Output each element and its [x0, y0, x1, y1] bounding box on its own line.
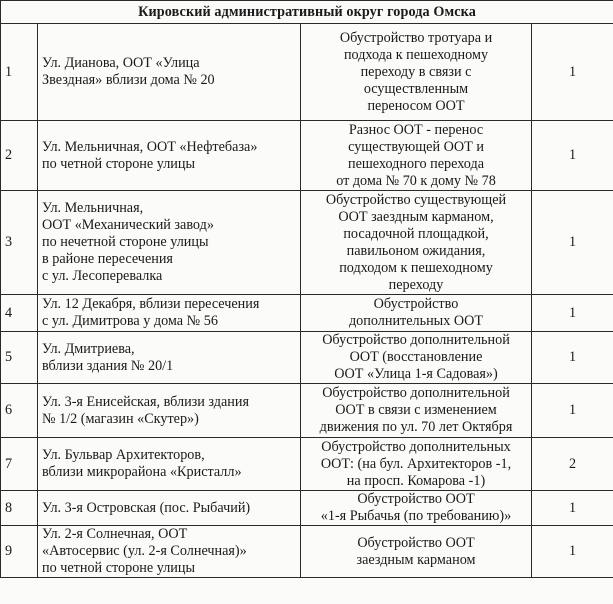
quantity-cell: 2 [532, 438, 613, 491]
description-line: Обустройство тротуара и [339, 29, 493, 46]
row-number: 4 [1, 295, 38, 332]
location-line: «Автосервис (ул. 2-я Солнечная)» [42, 543, 247, 559]
description-line: переносом ООТ [367, 97, 465, 114]
table-row [1, 526, 613, 578]
location-line: № 1/2 (магазин «Скутер») [42, 410, 199, 427]
location-cell [38, 295, 301, 332]
row-number: 8 [1, 491, 38, 526]
location-line: Ул. Мельничная, ООТ «Нефтебаза» [42, 138, 258, 155]
description-line: на просп. Комарова -1) [346, 472, 486, 489]
description-line: заездным карманом [356, 551, 476, 568]
quantity-cell: 1 [532, 295, 613, 332]
location-line: вблизи микрорайона «Кристалл» [42, 464, 242, 480]
table-row [1, 191, 613, 295]
location-line: по четной стороне улицы [42, 155, 195, 172]
location-line: Ул. Мельничная, [42, 200, 144, 216]
location-cell [38, 384, 301, 438]
description-line: Обустройство ООТ [357, 534, 475, 551]
quantity-cell: 1 [532, 121, 613, 191]
quantity-cell: 1 [532, 24, 613, 121]
table-row [1, 24, 613, 121]
location-line: с ул. Димитрова у дома № 56 [42, 313, 218, 329]
row-number: 5 [1, 332, 38, 384]
description-line: ООТ: (на бул. Архитекторов -1, [320, 455, 512, 472]
location-cell [38, 526, 301, 578]
location-cell [38, 191, 301, 295]
description-line: Обустройство существующей [325, 191, 507, 208]
row-number: 9 [1, 526, 38, 578]
row-number: 3 [1, 191, 38, 295]
description-line: Обустройство [373, 296, 459, 312]
description-cell [301, 295, 532, 332]
description-line: посадочной площадкой, [343, 225, 489, 242]
description-line: ООТ (восстановление [349, 349, 483, 365]
location-line: по четной стороне улицы [42, 560, 195, 576]
description-line: существующей ООТ и [348, 138, 484, 155]
description-line: Обустройство дополнительной [322, 332, 510, 348]
table-row [1, 384, 613, 438]
description-line: переходу в связи с [360, 63, 472, 80]
table-body [1, 24, 613, 578]
quantity-cell: 1 [532, 526, 613, 578]
description-cell [301, 332, 532, 384]
location-line: с ул. Лесоперевалка [42, 268, 163, 284]
row-number: 7 [1, 438, 38, 491]
location-line: Ул. Дмитриева, [42, 340, 135, 357]
table-title: Кировский административный округ города Омска [1, 1, 613, 24]
location-cell [38, 491, 301, 526]
description-line: Обустройство дополнительной [322, 385, 510, 401]
location-line: Ул. Дианова, ООТ «Улица [42, 55, 200, 71]
description-line: Разнос ООТ - перенос [348, 121, 484, 138]
row-number: 2 [1, 121, 38, 191]
table-row [1, 295, 613, 332]
location-line: Звездная» вблизи дома № 20 [42, 72, 215, 88]
location-cell [38, 24, 301, 121]
table-row [1, 438, 613, 491]
table-row [1, 332, 613, 384]
description-line: Обустройство дополнительных [321, 438, 511, 455]
description-cell [301, 384, 532, 438]
description-line: ООТ заездным карманом, [338, 208, 494, 225]
description-line: Обустройство ООТ [357, 491, 475, 507]
location-line: Ул. 3-я Енисейская, вблизи здания [42, 393, 249, 410]
row-number: 6 [1, 384, 38, 438]
location-line: Ул. 3-я Островская (пос. Рыбачий) [42, 499, 251, 516]
quantity-cell: 1 [532, 384, 613, 438]
description-line: движения по ул. 70 лет Октября [319, 419, 513, 435]
description-line: дополнительных ООТ [348, 313, 484, 329]
description-cell [301, 438, 532, 491]
row-number: 1 [1, 24, 38, 121]
table-header-row [1, 1, 613, 24]
location-line: вблизи здания № 20/1 [42, 357, 174, 374]
description-line: «1-я Рыбачья (по требованию)» [320, 508, 512, 524]
location-cell [38, 438, 301, 491]
description-line: ООТ в связи с изменением [335, 402, 497, 418]
description-line: переходу [388, 276, 444, 293]
location-line: Ул. 2-я Солнечная, ООТ [42, 526, 188, 542]
description-line: осуществленным [363, 80, 469, 97]
quantity-cell: 1 [532, 491, 613, 526]
description-line: от дома № 70 к дому № 78 [336, 172, 496, 189]
description-cell [301, 191, 532, 295]
description-cell [301, 24, 532, 121]
table-row [1, 491, 613, 526]
description-line: ООТ «Улица 1-я Садовая») [334, 366, 498, 382]
location-cell [38, 332, 301, 384]
description-line: подхода к пешеходному [343, 46, 489, 63]
location-line: Ул. Бульвар Архитекторов, [42, 447, 205, 463]
location-line: Ул. 12 Декабря, вблизи пересечения [42, 296, 260, 312]
location-line: в районе пересечения [42, 251, 173, 267]
description-line: павильоном ожидания, [346, 242, 486, 259]
description-cell [301, 121, 532, 191]
table-row [1, 121, 613, 191]
quantity-cell: 1 [532, 332, 613, 384]
description-cell [301, 526, 532, 578]
description-line: подходом к пешеходному [339, 259, 493, 276]
quantity-cell: 1 [532, 191, 613, 295]
location-line: ООТ «Механический завод» [42, 217, 214, 233]
description-cell [301, 491, 532, 526]
location-line: по нечетной стороне улицы [42, 234, 209, 250]
location-cell [38, 121, 301, 191]
description-line: пешеходного перехода [347, 155, 485, 172]
